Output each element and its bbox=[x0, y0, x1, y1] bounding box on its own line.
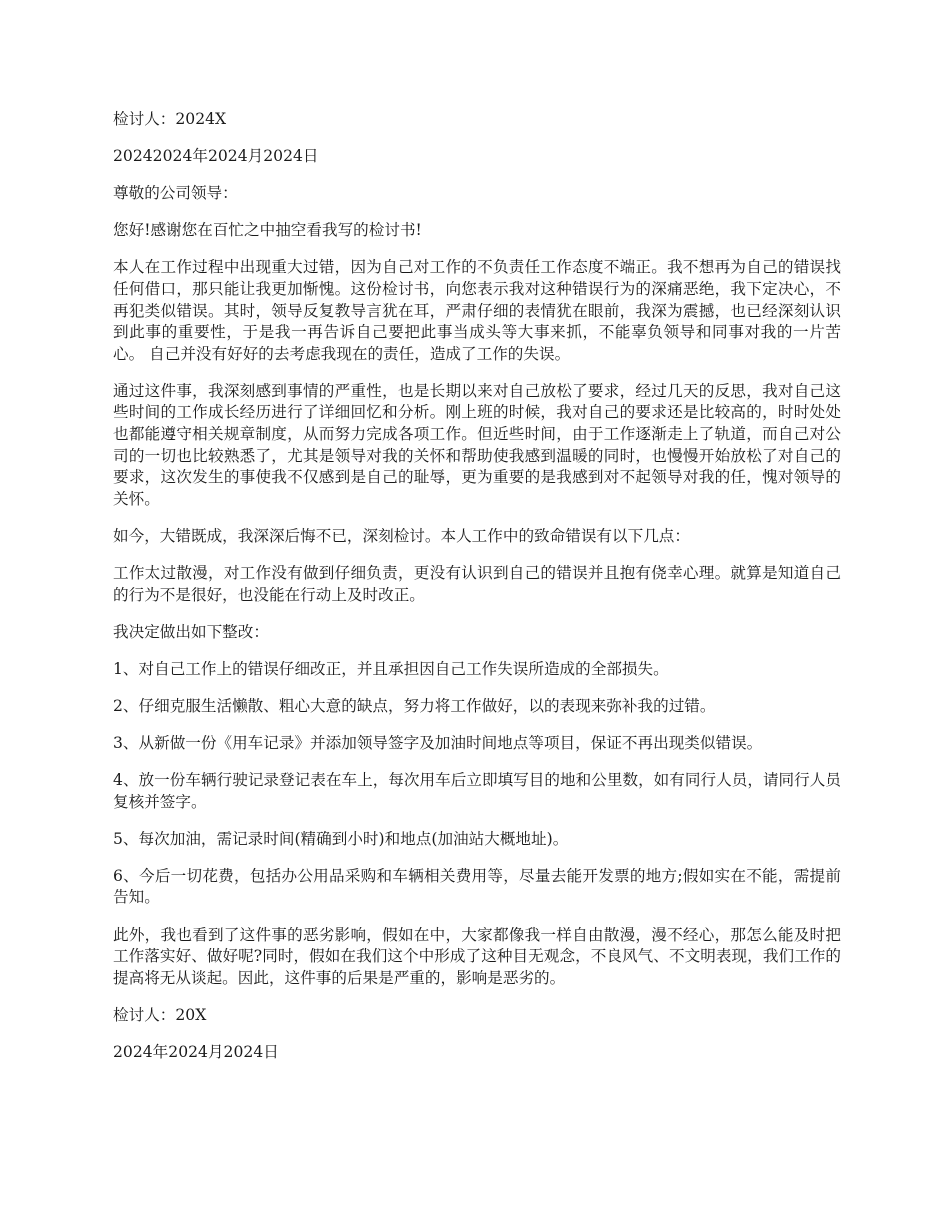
list-item: 5、每次加油，需记录时间(精确到小时)和地点(加油站大概地址)。 bbox=[113, 829, 569, 848]
body-paragraph: 如今，大错既成，我深深后悔不已，深刻检讨。本人工作中的致命错误有以下几点： bbox=[113, 526, 690, 545]
list-item: 4、放一份车辆行驶记录登记表在车上，每次用车后立即填写目的地和公里数，如有同行人员，请同行人员复核并签字。 bbox=[113, 771, 841, 811]
salutation: 尊敬的公司领导： bbox=[113, 184, 238, 203]
body-paragraph: 我决定做出如下整改： bbox=[113, 622, 269, 641]
list-item: 6、今后一切花费，包括办公用品采购和车辆相关费用等，尽量去能开发票的地方;假如实在不能，需提前告知。 bbox=[113, 866, 841, 907]
document-page bbox=[113, 109, 841, 1079]
date-line: 20242024年2024月2024日 bbox=[113, 147, 319, 166]
body-paragraph: 工作太过散漫，对工作没有做到仔细负责，更没有认识到自己的错误并且抱有侥幸心理。就算是知道自己的行为不是很好，也没能在行动上及时改正。 bbox=[113, 564, 841, 604]
body-paragraph: 通过这件事，我深刻感到事情的严重性，也是长期以来对自己放松了要求，经过几天的反思，我对自己这些时间的工作成长经历进行了详细回忆和分析。刚上班的时候，我对自己的要求还是比较高的，时时处处也都能遵守相关规章制度，从而努力完成各项工作。但近些时间，由于工作逐渐走上了轨道，而自己对公司的一切也比较熟悉了，尤其是领导对我的关怀和帮助使我感到温暖的同时，也慢慢开始放松了对自己的要求，这次发生的事使我不仅感到是自己的耻辱，更为重要的是我感到对不起领导对我的任，愧对领导的关怀。 bbox=[113, 381, 841, 508]
body-paragraph: 本人在工作过程中出现重大过错，因为自己对工作的不负责任工作态度不端正。我不想再为自己的错误找任何借口，那只能让我更加惭愧。这份检讨书，向您表示我对这种错误行为的深痛恶绝，我下定决心，不再犯类似错误。其时，领导反复教导言犹在耳，严肃仔细的表情犹在眼前，我深为震撼，也已经深刻认识到此事的重要性，于是我一再告诉自己要把此事当成头等大事来抓，不能辜负领导和同事对我的一片苦心。 自己并没有好好的去考虑我现在的责任，造成了工作的失误。 bbox=[113, 258, 841, 363]
footer-author-line: 检讨人：20X bbox=[113, 1005, 207, 1024]
author-line: 检讨人：2024X bbox=[113, 110, 227, 128]
body-paragraph: 此外，我也看到了这件事的恶劣影响，假如在中，大家都像我一样自由散漫，漫不经心，那怎么能及时把工作落实好、做好呢?同时，假如在我们这个中形成了这种目无观念，不良风气、不文明表现，我们工作的提高将无从谈起。因此，这件事的后果是严重的，影响是恶劣的。 bbox=[113, 925, 841, 987]
list-item: 2、仔细克服生活懒散、粗心大意的缺点，努力将工作做好，以的表现来弥补我的过错。 bbox=[113, 696, 716, 715]
list-item: 3、从新做一份《用车记录》并添加领导签字及加油时间地点等项目，保证不再出现类似错误。 bbox=[113, 733, 763, 752]
greeting: 您好!感谢您在百忙之中抽空看我写的检讨书! bbox=[113, 221, 422, 240]
list-item: 1、对自己工作上的错误仔细改正，并且承担因自己工作失误所造成的全部损失。 bbox=[113, 659, 669, 678]
footer-date-line: 2024年2024月2024日 bbox=[113, 1042, 279, 1061]
